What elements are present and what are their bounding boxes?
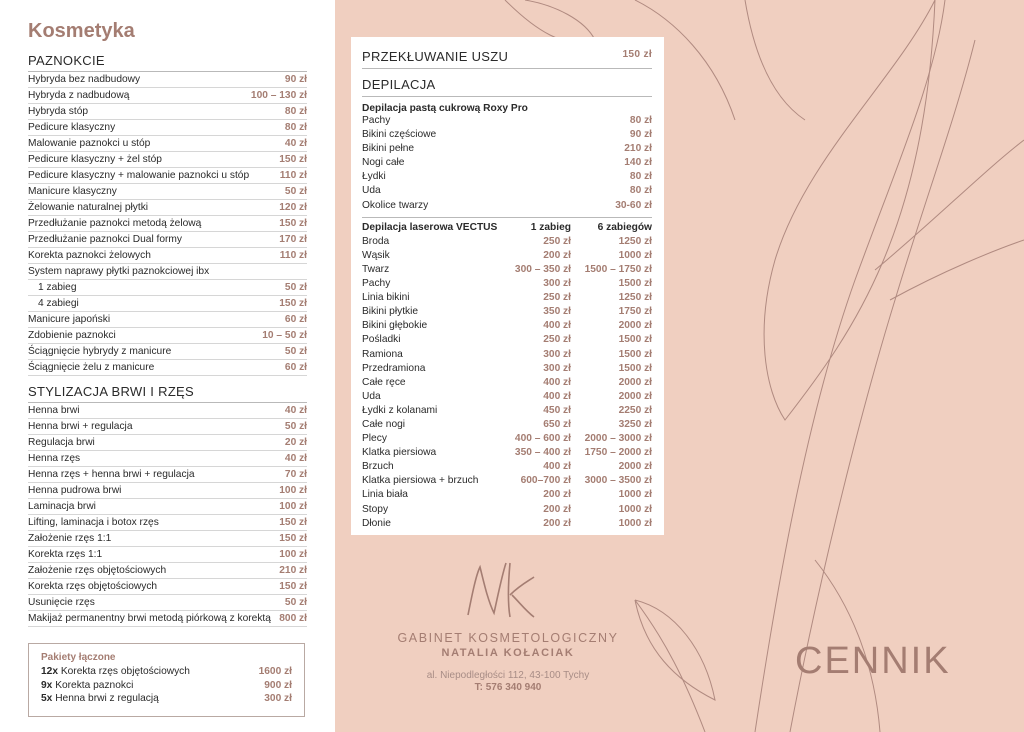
laser-area: Plecy <box>362 433 387 445</box>
service-name: 4 zabiegi <box>38 298 79 309</box>
service-price: 110 zł <box>279 250 307 261</box>
laser-price-1: 400 – 600 zł <box>514 433 571 445</box>
laser-area: Klatka piersiowa + brzuch <box>362 475 479 487</box>
laser-row <box>362 460 652 474</box>
price-row <box>28 88 307 104</box>
package-name: Korekta rzęs objętościowych <box>60 666 190 677</box>
laser-price-6: 2000 zł <box>618 320 652 332</box>
service-name: Założenie rzęs objętościowych <box>28 565 167 576</box>
price-row <box>28 312 307 328</box>
nk-logo-icon <box>450 555 570 625</box>
sugar-area: Okolice twarzy <box>362 199 429 211</box>
service-price: 170 zł <box>279 234 307 245</box>
laser-price-6: 1500 zł <box>618 334 652 346</box>
sugar-row <box>362 142 652 156</box>
laser-area: Łydki z kolanami <box>362 404 438 416</box>
laser-row <box>362 446 652 460</box>
service-name: Malowanie paznokci u stóp <box>28 138 151 149</box>
package-row <box>41 665 292 679</box>
laser-price-6: 2000 – 3000 zł <box>584 433 652 445</box>
laser-price-6: 1500 zł <box>618 362 652 374</box>
service-price: 40 zł <box>284 405 307 416</box>
brand-address: al. Niepodległości 112, 43-100 Tychy <box>426 670 590 681</box>
laser-price-6: 1000 zł <box>618 503 652 515</box>
service-price: 50 zł <box>284 346 307 357</box>
laser-price-1: 200 zł <box>543 517 571 529</box>
package-name: Korekta paznokci <box>55 679 134 691</box>
laser-price-1: 250 zł <box>543 292 571 304</box>
service-name: Pedicure klasyczny <box>28 122 116 133</box>
cover-title: CENNIK <box>795 640 951 682</box>
laser-price-6: 3000 – 3500 zł <box>584 475 652 487</box>
price-row <box>28 200 307 216</box>
price-row <box>28 280 307 296</box>
price-row <box>28 168 307 184</box>
service-price: 40 zł <box>284 138 307 149</box>
laser-price-1: 400 zł <box>543 390 571 402</box>
service-price: 60 zł <box>284 362 307 373</box>
laser-price-1: 200 zł <box>543 503 571 515</box>
sugar-price: 90 zł <box>629 129 652 141</box>
service-price: 80 zł <box>284 106 307 117</box>
service-price: 100 zł <box>279 501 307 512</box>
service-price: 100 – 130 zł <box>250 90 307 101</box>
price-row <box>28 579 307 595</box>
sugar-row <box>362 199 652 213</box>
package-row <box>41 692 292 706</box>
laser-price-6: 2000 zł <box>618 376 652 388</box>
packages-box <box>28 643 305 717</box>
service-name: Ściągnięcie żelu z manicure <box>28 362 155 373</box>
laser-area: Przedramiona <box>362 362 426 374</box>
depilation-title-row <box>362 77 652 97</box>
price-row <box>28 248 307 264</box>
brand-line1: GABINET KOSMETOLOGICZNY <box>397 631 619 645</box>
sugar-list <box>362 114 652 213</box>
laser-area: Linia bikini <box>362 292 410 304</box>
laser-area: Całe nogi <box>362 418 406 430</box>
service-price: 120 zł <box>279 202 307 213</box>
service-price: 80 zł <box>284 122 307 133</box>
service-name: Henna brwi <box>28 405 80 416</box>
laser-price-1: 200 zł <box>543 249 571 261</box>
laser-price-1: 250 zł <box>543 235 571 247</box>
laser-price-1: 250 zł <box>543 334 571 346</box>
sugar-area: Bikini częściowe <box>362 129 437 141</box>
laser-price-1: 350 – 400 zł <box>514 447 571 459</box>
laser-header-row <box>362 217 652 235</box>
service-name: Regulacja brwi <box>28 437 95 448</box>
price-row <box>28 611 307 627</box>
service-name: Makijaż permanentny brwi metodą piórkową z korektą <box>28 613 271 624</box>
sugar-price: 30-60 zł <box>615 199 652 211</box>
service-price: 150 zł <box>279 218 307 229</box>
sugar-price: 80 zł <box>629 185 652 197</box>
right-page <box>335 0 1024 732</box>
service-name: Manicure japoński <box>28 314 111 325</box>
package-label <box>41 692 159 706</box>
service-price: 150 zł <box>279 517 307 528</box>
service-name: Korekta rzęs 1:1 <box>28 549 103 560</box>
laser-price-6: 1250 zł <box>618 235 652 247</box>
service-price: 40 zł <box>284 453 307 464</box>
package-qty: 12x <box>41 666 58 677</box>
service-name: Henna rzęs + henna brwi + regulacja <box>28 469 195 480</box>
service-price: 100 zł <box>279 485 307 496</box>
service-name: Hybryda stóp <box>28 106 89 117</box>
laser-area: Całe ręce <box>362 376 406 388</box>
laser-price-6: 2000 zł <box>618 390 652 402</box>
laser-price-6: 1750 zł <box>618 306 652 318</box>
service-name: Pedicure klasyczny + malowanie paznokci u stóp <box>28 170 250 181</box>
price-row <box>28 104 307 120</box>
laser-price-1: 400 zł <box>543 461 571 473</box>
laser-row <box>362 319 652 333</box>
sugar-price: 140 zł <box>624 157 652 169</box>
price-row <box>28 483 307 499</box>
brows-title: STYLIZACJA BRWI I RZĘS <box>28 384 307 403</box>
price-row <box>28 515 307 531</box>
service-price: 50 zł <box>284 597 307 608</box>
laser-row <box>362 404 652 418</box>
service-name: Usunięcie rzęs <box>28 597 95 608</box>
service-price: 50 zł <box>284 186 307 197</box>
service-name: Żelowanie naturalnej płytki <box>28 202 149 213</box>
laser-row <box>362 263 652 277</box>
laser-price-1: 300 – 350 zł <box>514 263 571 275</box>
sugar-row <box>362 156 652 170</box>
laser-price-1: 400 zł <box>543 320 571 332</box>
laser-price-1: 300 zł <box>543 348 571 360</box>
service-name: Przedłużanie paznokci metodą żelową <box>28 218 202 229</box>
service-price: 70 zł <box>284 469 307 480</box>
service-price: 210 zł <box>279 565 307 576</box>
laser-area: Brzuch <box>362 461 394 473</box>
package-name: Henna brwi z regulacją <box>55 693 159 704</box>
depilation-title: DEPILACJA <box>362 77 436 92</box>
ear-piercing-title: PRZEKŁUWANIE USZU <box>362 49 509 64</box>
laser-price-1: 200 zł <box>543 489 571 501</box>
sugar-row <box>362 170 652 184</box>
laser-price-6: 2000 zł <box>618 461 652 473</box>
price-row <box>28 435 307 451</box>
price-card <box>351 37 664 535</box>
service-name: Laminacja brwi <box>28 501 96 512</box>
laser-area: Broda <box>362 235 390 247</box>
laser-area: Bikini głębokie <box>362 320 428 332</box>
laser-area: Pośladki <box>362 334 401 346</box>
service-name: Ściągnięcie hybrydy z manicure <box>28 346 172 357</box>
laser-price-6: 1750 – 2000 zł <box>584 447 652 459</box>
price-row <box>28 403 307 419</box>
price-row <box>28 563 307 579</box>
nails-list <box>28 72 307 376</box>
laser-area: Twarz <box>362 263 390 275</box>
laser-price-1: 400 zł <box>543 376 571 388</box>
price-row <box>28 184 307 200</box>
laser-price-1: 650 zł <box>543 418 571 430</box>
service-name: 1 zabieg <box>38 282 77 293</box>
price-row <box>28 72 307 88</box>
laser-row <box>362 474 652 488</box>
service-name: Zdobienie paznokci <box>28 330 116 341</box>
laser-price-1: 600–700 zł <box>520 475 571 487</box>
price-row <box>28 547 307 563</box>
laser-row <box>362 503 652 517</box>
laser-row <box>362 333 652 347</box>
package-label <box>41 679 133 693</box>
laser-list <box>362 235 652 531</box>
laser-row <box>362 291 652 305</box>
package-qty: 9x <box>41 679 53 691</box>
service-name: Henna pudrowa brwi <box>28 485 122 496</box>
ear-piercing-price: 150 zł <box>622 49 652 60</box>
laser-row <box>362 362 652 376</box>
service-name: Założenie rzęs 1:1 <box>28 533 112 544</box>
laser-price-6: 1500 zł <box>618 278 652 290</box>
laser-area: Wąsik <box>362 249 390 261</box>
price-row <box>28 344 307 360</box>
price-row <box>28 136 307 152</box>
service-price: 800 zł <box>279 613 307 624</box>
laser-area: Klatka piersiowa <box>362 447 437 459</box>
laser-area: Stopy <box>362 503 389 515</box>
service-name: System naprawy płytki paznokciowej ibx <box>28 266 210 277</box>
laser-area: Uda <box>362 390 381 402</box>
service-price: 100 zł <box>279 549 307 560</box>
price-row <box>28 264 307 280</box>
service-price: 90 zł <box>284 74 307 85</box>
laser-col1-header: 1 zabieg <box>530 221 571 233</box>
service-name: Korekta paznokci żelowych <box>28 250 151 261</box>
price-row <box>28 499 307 515</box>
laser-price-1: 300 zł <box>543 362 571 374</box>
laser-price-6: 1500 zł <box>618 348 652 360</box>
brows-list <box>28 403 307 627</box>
laser-row <box>362 277 652 291</box>
laser-col2-header: 6 zabiegów <box>597 221 652 233</box>
laser-row <box>362 348 652 362</box>
price-row <box>28 467 307 483</box>
service-price: 110 zł <box>279 170 307 181</box>
price-row <box>28 296 307 312</box>
nails-title: PAZNOKCIE <box>28 53 307 72</box>
service-price: 10 – 50 zł <box>262 330 307 341</box>
package-price: 1600 zł <box>258 666 292 677</box>
laser-area: Ramiona <box>362 348 403 360</box>
laser-row <box>362 305 652 319</box>
nails-section <box>28 53 307 376</box>
package-qty: 5x <box>41 693 53 704</box>
service-name: Hybryda z nadbudową <box>28 90 130 101</box>
laser-price-6: 1000 zł <box>618 489 652 501</box>
sugar-title: Depilacja pastą cukrową Roxy Pro <box>362 103 528 114</box>
laser-price-6: 1250 zł <box>618 292 652 304</box>
laser-row <box>362 249 652 263</box>
brand-line2: NATALIA KOŁACIAK <box>441 647 575 659</box>
price-row <box>28 120 307 136</box>
service-name: Manicure klasyczny <box>28 186 117 197</box>
package-label <box>41 665 190 679</box>
laser-row <box>362 418 652 432</box>
laser-price-1: 450 zł <box>543 404 571 416</box>
laser-row <box>362 517 652 531</box>
laser-area: Bikini płytkie <box>362 306 419 318</box>
sugar-row <box>362 184 652 198</box>
service-name: Pedicure klasyczny + żel stóp <box>28 154 162 165</box>
service-price: 150 zł <box>279 298 307 309</box>
price-row <box>28 328 307 344</box>
sugar-area: Łydki <box>362 171 386 183</box>
price-row <box>28 360 307 376</box>
laser-price-6: 2250 zł <box>618 404 652 416</box>
sugar-price: 210 zł <box>624 143 652 155</box>
left-page <box>0 0 335 732</box>
laser-row <box>362 432 652 446</box>
price-row <box>28 451 307 467</box>
price-row <box>28 232 307 248</box>
sugar-price: 80 zł <box>629 171 652 183</box>
price-row <box>28 531 307 547</box>
service-name: Hybryda bez nadbudowy <box>28 74 141 85</box>
sugar-row <box>362 114 652 128</box>
service-price: 50 zł <box>284 421 307 432</box>
laser-price-6: 3250 zł <box>618 418 652 430</box>
sugar-price: 80 zł <box>629 115 652 126</box>
sugar-area: Pachy <box>362 115 391 126</box>
service-name: Korekta rzęs objętościowych <box>28 581 158 592</box>
service-name: Przedłużanie paznokci Dual formy <box>28 234 183 245</box>
ear-piercing-row <box>362 49 652 69</box>
brand-phone: T: 576 340 940 <box>474 682 542 693</box>
sugar-row <box>362 128 652 142</box>
laser-row <box>362 235 652 249</box>
laser-row <box>362 376 652 390</box>
laser-price-1: 300 zł <box>543 278 571 290</box>
price-row <box>28 595 307 611</box>
service-price: 150 zł <box>279 154 307 165</box>
price-row <box>28 216 307 232</box>
sugar-area: Bikini pełne <box>362 143 415 155</box>
laser-title: Depilacja laserowa VECTUS <box>362 221 498 233</box>
service-name: Henna brwi + regulacja <box>28 421 133 432</box>
service-price: 50 zł <box>284 282 307 293</box>
service-price: 60 zł <box>284 314 307 325</box>
package-price: 300 zł <box>264 693 292 704</box>
service-price: 20 zł <box>284 437 307 448</box>
service-name: Lifting, laminacja i botox rzęs <box>28 517 159 528</box>
service-price: 150 zł <box>279 533 307 544</box>
service-name: Henna rzęs <box>28 453 81 464</box>
brows-section <box>28 384 307 627</box>
laser-row <box>362 390 652 404</box>
laser-row <box>362 488 652 502</box>
price-row <box>28 152 307 168</box>
page-title: Kosmetyka <box>28 20 135 42</box>
laser-price-6: 1000 zł <box>618 249 652 261</box>
laser-price-1: 350 zł <box>543 306 571 318</box>
laser-area: Pachy <box>362 278 391 290</box>
laser-area: Dłonie <box>362 517 391 529</box>
package-row <box>41 679 292 693</box>
laser-price-6: 1500 – 1750 zł <box>584 263 652 275</box>
service-price: 150 zł <box>279 581 307 592</box>
sugar-area: Uda <box>362 185 381 197</box>
package-price: 900 zł <box>264 679 292 691</box>
packages-title: Pakiety łączone <box>41 652 116 663</box>
laser-area: Linia biała <box>362 489 408 501</box>
packages-list <box>41 665 292 706</box>
price-row <box>28 419 307 435</box>
sugar-area: Nogi całe <box>362 157 405 169</box>
laser-price-6: 1000 zł <box>618 517 652 529</box>
